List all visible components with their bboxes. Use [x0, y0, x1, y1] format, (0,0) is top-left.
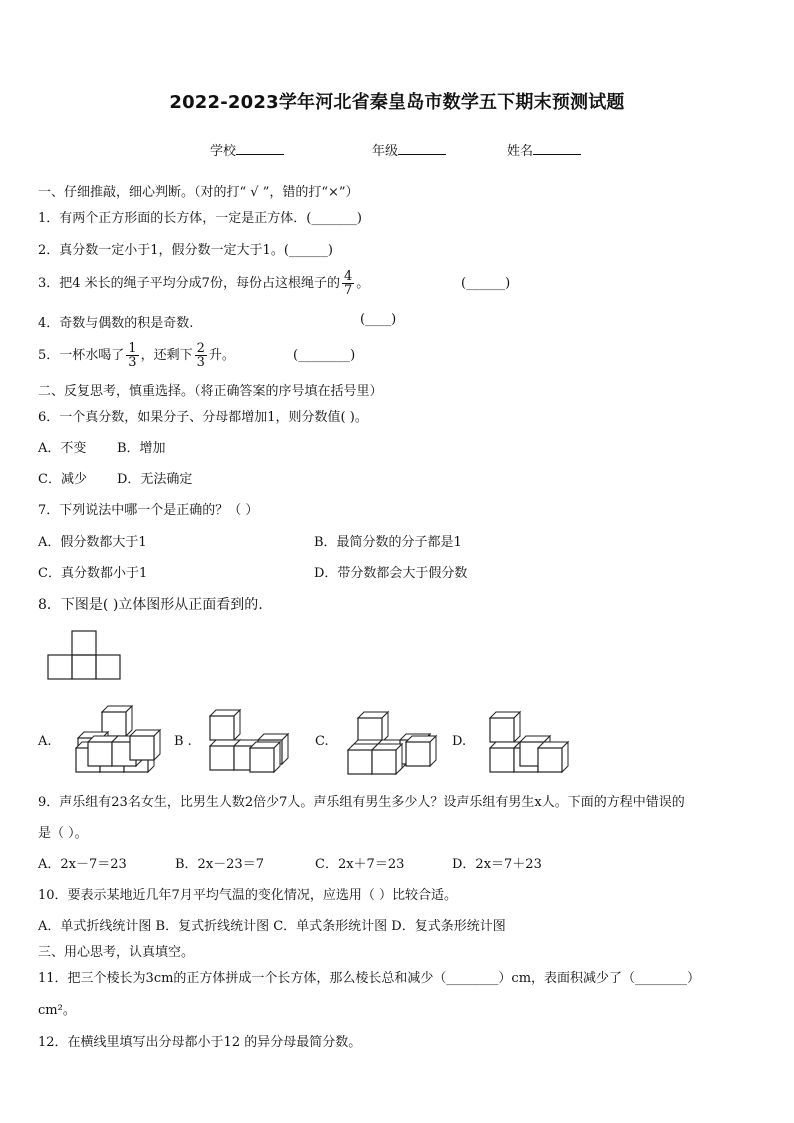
- q3-number: 3．: [38, 276, 60, 291]
- q5-fraction-2-numerator: 2: [196, 341, 205, 356]
- q8-text: 下图是( )立体图形从正面看到的.: [60, 597, 263, 613]
- q1-number: 1．: [38, 211, 60, 226]
- q5-number: 5．: [38, 348, 60, 363]
- q4-answer-blank[interactable]: (____): [360, 312, 397, 327]
- q5-fraction-1-denominator: 3: [128, 355, 137, 370]
- q5-fraction-2-denominator: 3: [196, 355, 205, 370]
- q5-fraction-1-numerator: 1: [128, 341, 137, 356]
- q5-answer-blank[interactable]: (________): [293, 348, 356, 363]
- q11-text: 把三个棱长为3cm的正方体拼成一个长方体，那么棱长总和减少（________）cm，表面积减少了（________）: [67, 971, 701, 986]
- q3-fraction-denominator: 7: [343, 283, 353, 298]
- q2-text: 真分数一定小于1，假分数一定大于1。(______): [59, 243, 333, 258]
- q8-option-b-label[interactable]: B .: [174, 734, 192, 749]
- q8-option-a-label[interactable]: A.: [38, 734, 52, 749]
- q9-option-d[interactable]: D．2x＝7＋23: [452, 857, 542, 872]
- q9-text: 声乐组有23名女生，比男生人数2倍少7人。声乐组有男生多少人？设声乐组有男生x人。下面的方程中错误的: [59, 795, 685, 810]
- q6-option-a[interactable]: A．不变: [38, 441, 87, 456]
- q8-option-d-label[interactable]: D.: [452, 734, 467, 749]
- question-11: [38, 967, 700, 986]
- q5-text-post: 升。: [208, 348, 235, 363]
- question-9: [38, 791, 685, 810]
- option-c-cubes[interactable]: [348, 712, 436, 774]
- q5-text-pre: 一杯水喝了: [59, 348, 125, 363]
- section-2-heading: 二、反复思考，慎重选择。（将正确答案的序号填在括号里）: [38, 384, 383, 399]
- option-b-cubes[interactable]: [210, 710, 288, 772]
- question-12: [38, 1031, 361, 1050]
- page-title: 2022-2023学年河北省秦皇岛市数学五下期末预测试题: [169, 92, 625, 113]
- q6-text: 一个真分数，如果分子、分母都增加1，则分数值( )。: [59, 410, 368, 425]
- option-a-cubes[interactable]: [76, 706, 160, 772]
- q2-number: 2．: [38, 243, 60, 258]
- section-3-heading: 三、用心思考，认真填空。: [38, 945, 195, 960]
- q4-number: 4．: [38, 316, 60, 331]
- q11-number: 11．: [38, 971, 68, 986]
- name-label: 姓名: [507, 144, 534, 159]
- q8-number: 8．: [38, 597, 61, 613]
- q9-option-b[interactable]: B．2x－23＝7: [175, 857, 264, 872]
- q9-number: 9．: [38, 795, 60, 810]
- q7-text: 下列说法中哪一个是正确的？（ ）: [59, 503, 259, 518]
- q5-text-mid: ，还剩下: [140, 348, 193, 363]
- q7-option-d[interactable]: D．带分数都会大于假分数: [314, 566, 468, 581]
- q12-number: 12．: [38, 1035, 68, 1050]
- q10-text: 要表示某地近几年7月平均气温的变化情况，应选用（ ）比较合适。: [67, 888, 457, 903]
- q7-option-c[interactable]: C．真分数都小于1: [38, 566, 148, 581]
- section-1-heading: 一、仔细推敲，细心判断。（对的打“ √ ”，错的打“×”）: [38, 185, 359, 200]
- q1-text: 有两个正方形面的长方体，一定是正方体．(_______): [59, 211, 362, 226]
- q6-number: 6．: [38, 410, 60, 425]
- q3-text: 把4 米长的绳子平均分成7份，每份占这根绳子的: [59, 276, 340, 291]
- q9-option-a[interactable]: A．2x－7＝23: [38, 857, 127, 872]
- q10-number: 10．: [38, 888, 68, 903]
- q12-text: 在横线里填写出分母都小于12 的异分母最简分数。: [67, 1035, 362, 1050]
- question-10: [38, 884, 457, 903]
- q7-option-b[interactable]: B．最简分数的分子都是1: [314, 535, 462, 550]
- q6-option-c[interactable]: C．减少: [38, 472, 87, 487]
- q10-options[interactable]: A．单式折线统计图 B．复式折线统计图 C．单式条形统计图 D．复式条形统计图: [38, 919, 506, 934]
- q11-text-line-2: cm²。: [38, 1003, 76, 1018]
- q8-option-c-label[interactable]: C.: [315, 734, 329, 749]
- q7-number: 7．: [38, 503, 60, 518]
- q6-option-d[interactable]: D．无法确定: [117, 472, 193, 487]
- q9-option-c[interactable]: C．2x＋7＝23: [315, 857, 405, 872]
- q4-text: 奇数与偶数的积是奇数.: [59, 316, 194, 331]
- option-d-cubes[interactable]: [490, 712, 568, 772]
- q7-option-a[interactable]: A．假分数都大于1: [38, 535, 147, 550]
- grade-label: 年级: [372, 144, 399, 159]
- school-label: 学校: [210, 144, 237, 159]
- q3-answer-blank[interactable]: (______): [461, 276, 511, 291]
- q6-option-b[interactable]: B．增加: [117, 441, 166, 456]
- q3-fraction-numerator: 4: [343, 269, 353, 284]
- q3-end: 。: [356, 276, 370, 291]
- q9-text-line-2: 是（ ）。: [38, 826, 88, 841]
